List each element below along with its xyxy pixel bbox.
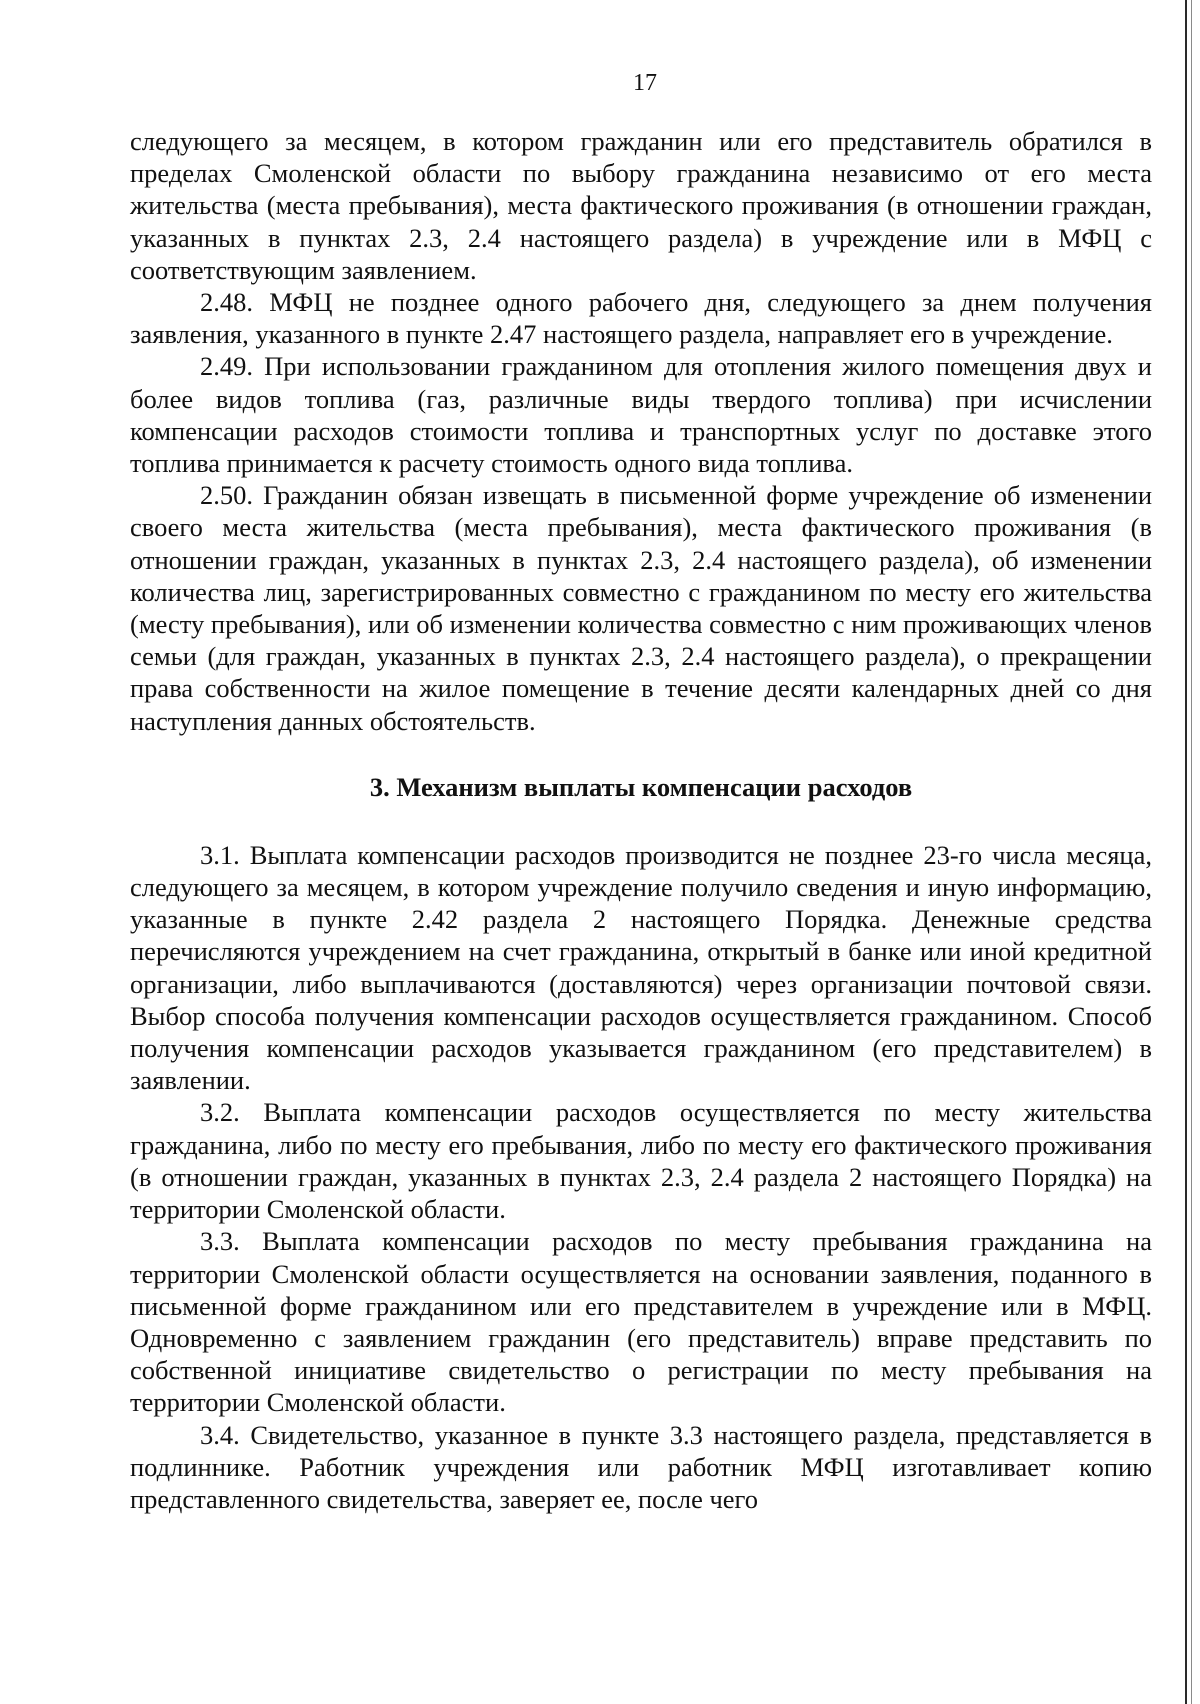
paragraph-2-50: 2.50. Гражданин обязан извещать в письменной форме учреждение об изменении своего места жительства (места пребывания), места фактического проживания (в отношении граждан, указанных в пунктах 2.3, 2.4 настоящего раздела), об изменении количества лиц, зарегистрированных совместно с гражданином по месту его жительства (месту пребывания), или об изменении количества совместно с ним проживающих членов семьи (для граждан, указанных в пунктах 2.3, 2.4 настоящего раздела), о прекращении права собственности на жилое помещение в течение десяти календарных дней со дня наступления данных обстоятельств. (130, 480, 1152, 736)
scan-edge-line-thin (1191, 0, 1192, 1704)
paragraph-3-4: 3.4. Свидетельство, указанное в пункте 3.3 настоящего раздела, представляется в подлиннике. Работник учреждения или работник МФЦ изготавливает копию представленного свидетельства, заверяет ее, после чего (130, 1419, 1152, 1514)
section-heading: 3. Механизм выплаты компенсации расходов (369, 771, 913, 802)
scan-edge-line (1185, 0, 1187, 1704)
paragraph-2-49: 2.49. При использовании гражданином для отопления жилого помещения двух и более видов топлива (газ, различные виды твердого топлива) при исчислении компенсации расходов стоимости топлива и транспортных услуг по доставке этого топлива принимается к расчету стоимость одного вида топлива. (130, 351, 1152, 479)
paragraph-3-3: 3.3. Выплата компенсации расходов по месту пребывания гражданина на территории Смоленской области осуществляется на основании заявления, поданного в письменной форме гражданином или его представителем в учреждение или в МФЦ. Одновременно с заявлением гражданин (его представитель) вправе представить по собственной инициативе свидетельство о регистрации по месту пребывания на территории Смоленской области. (130, 1226, 1152, 1418)
paragraph-3-1: 3.1. Выплата компенсации расходов производится не позднее 23-го числа месяца, следующего за месяцем, в котором учреждение получило сведения и иную информацию, указанные в пункте 2.42 раздела 2 настоящего Порядка. Денежные средства перечисляются учреждением на счет гражданина, открытый в банке или иной кредитной организации, либо выплачиваются (доставляются) через организации почтовой связи. Выбор способа получения компенсации расходов осуществляется гражданином. Способ получения компенсации расходов указывается гражданином (его представителем) в заявлении. (130, 839, 1152, 1096)
page-number: 17 (633, 70, 657, 96)
document-body (130, 125, 1152, 1515)
paragraph-continuation: следующего за месяцем, в котором гражданин или его представитель обратился в пределах Смоленской области по выбору гражданина независимо от его места жительства (места пребывания), места фактического проживания (в отношении граждан, указанных в пунктах 2.3, 2.4 настоящего раздела) в учреждение или в МФЦ с соответствующим заявлением. (130, 126, 1152, 285)
paragraph-3-2: 3.2. Выплата компенсации расходов осуществляется по месту жительства гражданина, либо по месту его пребывания, либо по месту его фактического проживания (в отношении граждан, указанных в пунктах 2.3, 2.4 раздела 2 настоящего Порядка) на территории Смоленской области. (130, 1097, 1152, 1225)
paragraph-2-48: 2.48. МФЦ не позднее одного рабочего дня, следующего за днем получения заявления, указанного в пункте 2.47 настоящего раздела, направляет его в учреждение. (130, 287, 1152, 350)
